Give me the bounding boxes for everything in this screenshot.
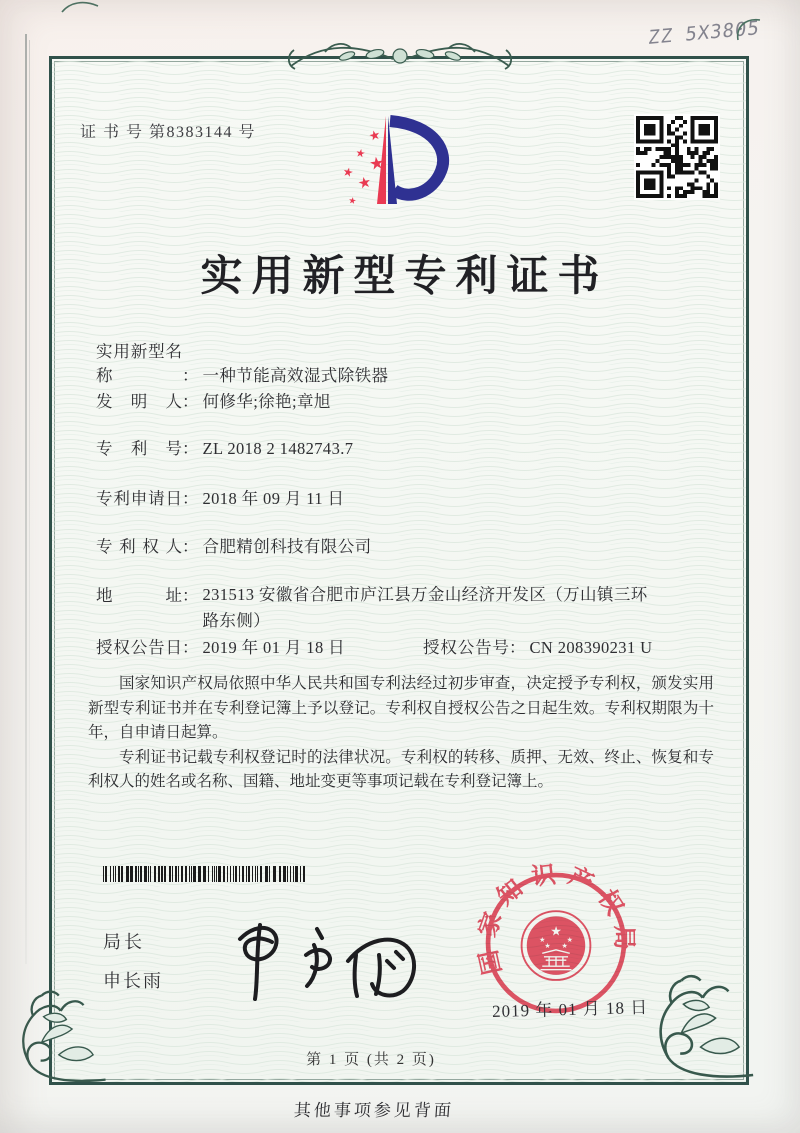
corner-flourish-icon xyxy=(12,988,117,1093)
colon: ： xyxy=(509,638,526,657)
seal-agency-text: 国家知识产权局 xyxy=(474,861,637,977)
cnipa-logo-icon xyxy=(337,112,451,209)
field-grant-number xyxy=(423,634,652,658)
svg-text:★: ★ xyxy=(341,164,355,181)
colon: ： xyxy=(182,366,199,385)
svg-text:★: ★ xyxy=(367,126,383,144)
field-grant-number-value: CN 208390231 U xyxy=(529,638,653,657)
qr-code xyxy=(634,114,720,200)
certificate-number: 证 书 号 第8383144 号 xyxy=(80,124,257,141)
seal-date: 2019 年 01 月 18 日 xyxy=(491,997,649,1022)
signer-title: 局长 xyxy=(103,932,145,952)
field-grant-date-value: 2019 年 01 月 18 日 xyxy=(202,638,346,657)
signer-name: 申长雨 xyxy=(103,971,163,991)
certificate-title: 实用新型专利证书 xyxy=(200,254,609,300)
colon: ： xyxy=(182,439,199,458)
svg-text:★: ★ xyxy=(550,924,562,939)
field-grant-row xyxy=(96,634,716,658)
top-edge-curl-icon xyxy=(734,16,764,42)
paper-edge-line xyxy=(25,34,27,964)
svg-text:★: ★ xyxy=(354,147,367,161)
field-name-label: 实用新型名称 xyxy=(96,342,182,385)
paper-edge-line-2 xyxy=(29,40,30,860)
svg-text:★: ★ xyxy=(539,937,546,945)
colon: ： xyxy=(182,638,199,657)
field-patent-number-value: ZL 2018 2 1482743.7 xyxy=(202,439,354,458)
signer-block xyxy=(103,928,163,993)
field-filing-date-label: 专利申请日 xyxy=(96,489,182,508)
field-filing-date-value: 2018 年 09 月 11 日 xyxy=(202,489,345,508)
colon: ： xyxy=(182,537,199,556)
field-patentee-value: 合肥精创科技有限公司 xyxy=(202,537,372,556)
field-inventor-value: 何修华;徐艳;章旭 xyxy=(202,392,331,411)
field-filing-date xyxy=(96,485,716,509)
svg-text:★: ★ xyxy=(356,174,373,193)
field-patent-number-label: 专利号 xyxy=(96,439,182,458)
handwritten-note: ZZ 5X3805 xyxy=(647,16,761,50)
legal-paragraph-2: 专利证书记载专利权登记时的法律状况。专利权的转移、质押、无效、终止、恢复和专利权人的姓名或名称、国籍、地址变更等事项记载在专利登记簿上。 xyxy=(88,748,714,790)
page-number: 第 1 页 (共 2 页) xyxy=(306,1052,436,1068)
field-grant-date-label: 授权公告日 xyxy=(96,638,182,657)
signature-handwriting-icon xyxy=(216,903,426,1008)
colon: ： xyxy=(182,586,199,605)
field-name xyxy=(96,338,716,386)
barcode xyxy=(103,866,307,882)
svg-text:★: ★ xyxy=(367,153,386,174)
corner-flourish-icon xyxy=(648,972,766,1090)
top-ornament-icon xyxy=(285,34,515,74)
colon: ： xyxy=(182,489,199,508)
legal-text xyxy=(88,672,714,795)
field-inventor-label: 发明人 xyxy=(96,392,182,411)
svg-text:★: ★ xyxy=(544,943,551,951)
svg-text:★: ★ xyxy=(566,937,573,945)
legal-paragraph-1: 国家知识产权局依照中华人民共和国专利法经过初步审查，决定授予专利权，颁发实用新型专利证书并在专利登记簿上予以登记。专利权自授权公告之日起生效。专利权期限为十年，自申请日起算。 xyxy=(88,675,714,741)
field-patentee xyxy=(96,533,716,557)
field-address-label: 地址 xyxy=(96,586,182,605)
field-patentee-label: 专利权人 xyxy=(96,537,182,556)
svg-text:★: ★ xyxy=(347,195,358,207)
colon: ： xyxy=(182,392,199,411)
field-address xyxy=(96,582,716,634)
svg-text:★: ★ xyxy=(561,943,568,951)
top-edge-curl-icon xyxy=(60,0,100,14)
field-address-value: 231513 安徽省合肥市庐江县万金山经济开发区（万山镇三环路东侧） xyxy=(202,585,648,630)
back-note: 其他事项参见背面 xyxy=(293,1101,455,1120)
field-inventor xyxy=(96,388,716,412)
field-patent-number xyxy=(96,435,716,459)
field-grant-number-label: 授权公告号 xyxy=(423,638,509,657)
field-name-value: 一种节能高效湿式除铁器 xyxy=(202,366,389,385)
